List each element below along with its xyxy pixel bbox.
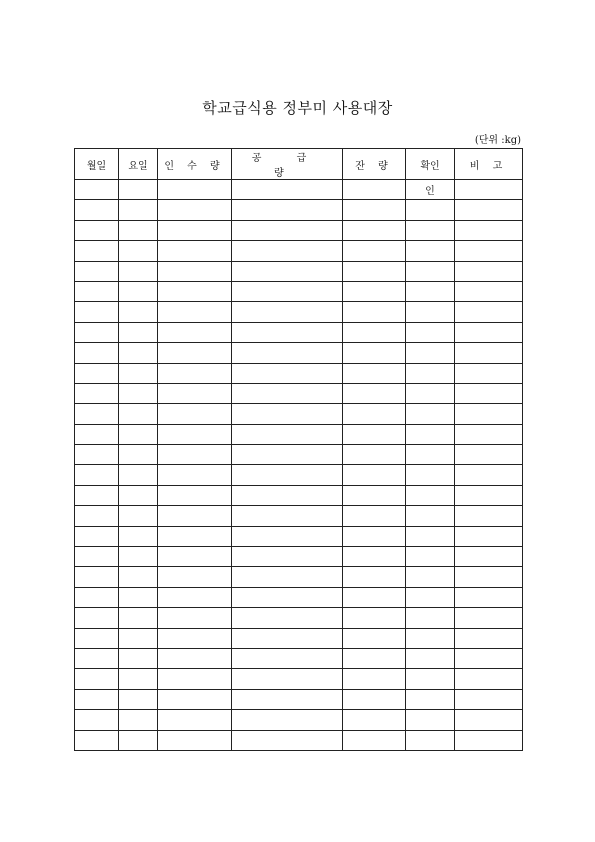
confirmation-cell[interactable]	[406, 383, 455, 403]
weekday-cell[interactable]	[119, 220, 158, 240]
received-cell[interactable]	[158, 465, 232, 485]
confirmation-cell[interactable]	[406, 322, 455, 342]
supplied-cell[interactable]	[232, 669, 343, 689]
weekday-cell[interactable]	[119, 424, 158, 444]
remaining-cell[interactable]	[343, 567, 406, 587]
remarks-cell[interactable]	[455, 567, 523, 587]
remaining-cell[interactable]	[343, 180, 406, 200]
remaining-cell[interactable]	[343, 628, 406, 648]
received-cell[interactable]	[158, 363, 232, 383]
confirmation-cell[interactable]	[406, 302, 455, 322]
table-row	[75, 485, 523, 505]
date-cell[interactable]	[75, 424, 119, 444]
remarks-cell[interactable]	[455, 587, 523, 607]
weekday-cell[interactable]	[119, 404, 158, 424]
supplied-cell[interactable]	[232, 485, 343, 505]
received-cell[interactable]	[158, 526, 232, 546]
supplied-cell[interactable]	[232, 302, 343, 322]
confirmation-cell[interactable]	[406, 424, 455, 444]
received-cell[interactable]	[158, 547, 232, 567]
date-cell[interactable]	[75, 485, 119, 505]
remarks-cell[interactable]	[455, 689, 523, 709]
received-cell[interactable]	[158, 485, 232, 505]
remaining-cell[interactable]	[343, 404, 406, 424]
weekday-cell[interactable]	[119, 180, 158, 200]
date-cell[interactable]	[75, 404, 119, 424]
date-cell[interactable]	[75, 180, 119, 200]
remaining-cell[interactable]	[343, 648, 406, 668]
received-cell[interactable]	[158, 302, 232, 322]
remaining-cell[interactable]	[343, 424, 406, 444]
supplied-cell[interactable]	[232, 363, 343, 383]
date-cell[interactable]	[75, 241, 119, 261]
remarks-cell[interactable]	[455, 322, 523, 342]
date-cell[interactable]	[75, 567, 119, 587]
date-cell[interactable]	[75, 506, 119, 526]
remaining-cell[interactable]	[343, 485, 406, 505]
weekday-cell[interactable]	[119, 281, 158, 301]
table-row	[75, 608, 523, 628]
weekday-cell[interactable]	[119, 343, 158, 363]
weekday-cell[interactable]	[119, 200, 158, 220]
remarks-cell[interactable]	[455, 669, 523, 689]
table-row	[75, 465, 523, 485]
table-row	[75, 281, 523, 301]
remarks-cell[interactable]	[455, 445, 523, 465]
confirmation-cell[interactable]	[406, 506, 455, 526]
header-remaining-amount: 잔 량	[343, 149, 406, 180]
remaining-cell[interactable]	[343, 220, 406, 240]
date-cell[interactable]	[75, 730, 119, 750]
remaining-cell[interactable]	[343, 506, 406, 526]
table-row	[75, 506, 523, 526]
table-row	[75, 648, 523, 668]
remarks-cell[interactable]	[455, 180, 523, 200]
supplied-cell[interactable]	[232, 383, 343, 403]
weekday-cell[interactable]	[119, 383, 158, 403]
confirmation-cell[interactable]	[406, 485, 455, 505]
supplied-cell[interactable]	[232, 526, 343, 546]
remarks-cell[interactable]	[455, 363, 523, 383]
confirmation-cell[interactable]	[406, 343, 455, 363]
remarks-cell[interactable]	[455, 608, 523, 628]
confirmation-cell[interactable]	[406, 689, 455, 709]
confirmation-cell[interactable]	[406, 220, 455, 240]
remaining-cell[interactable]	[343, 710, 406, 730]
confirmation-cell[interactable]	[406, 730, 455, 750]
supplied-cell[interactable]	[232, 404, 343, 424]
remarks-cell[interactable]	[455, 241, 523, 261]
received-cell[interactable]	[158, 648, 232, 668]
weekday-cell[interactable]	[119, 689, 158, 709]
weekday-cell[interactable]	[119, 587, 158, 607]
remaining-cell[interactable]	[343, 689, 406, 709]
date-cell[interactable]	[75, 587, 119, 607]
supplied-cell[interactable]	[232, 424, 343, 444]
remarks-cell[interactable]	[455, 220, 523, 240]
weekday-cell[interactable]	[119, 322, 158, 342]
confirmation-cell[interactable]	[406, 648, 455, 668]
confirmation-cell[interactable]	[406, 669, 455, 689]
ledger-body	[75, 180, 523, 751]
supplied-cell[interactable]	[232, 608, 343, 628]
unit-note: (단위 :kg)	[474, 135, 521, 146]
remarks-cell[interactable]	[455, 383, 523, 403]
supplied-cell[interactable]	[232, 200, 343, 220]
supplied-cell[interactable]	[232, 730, 343, 750]
date-cell[interactable]	[75, 322, 119, 342]
remaining-cell[interactable]	[343, 547, 406, 567]
table-row	[75, 669, 523, 689]
weekday-cell[interactable]	[119, 241, 158, 261]
remaining-cell[interactable]	[343, 587, 406, 607]
remaining-cell[interactable]	[343, 383, 406, 403]
received-cell[interactable]	[158, 261, 232, 281]
weekday-cell[interactable]	[119, 302, 158, 322]
remaining-cell[interactable]	[343, 200, 406, 220]
remaining-cell[interactable]	[343, 730, 406, 750]
received-cell[interactable]	[158, 689, 232, 709]
received-cell[interactable]	[158, 506, 232, 526]
received-cell[interactable]	[158, 628, 232, 648]
table-row	[75, 343, 523, 363]
supplied-cell[interactable]	[232, 261, 343, 281]
header-row	[75, 149, 523, 180]
date-cell[interactable]	[75, 445, 119, 465]
date-cell[interactable]	[75, 547, 119, 567]
table-row	[75, 200, 523, 220]
confirmation-cell[interactable]	[406, 200, 455, 220]
weekday-cell[interactable]	[119, 506, 158, 526]
received-cell[interactable]	[158, 322, 232, 342]
supplied-cell[interactable]	[232, 567, 343, 587]
weekday-cell[interactable]	[119, 608, 158, 628]
supplied-cell[interactable]	[232, 465, 343, 485]
remarks-cell[interactable]	[455, 343, 523, 363]
table-row	[75, 322, 523, 342]
remarks-cell[interactable]	[455, 200, 523, 220]
weekday-cell[interactable]	[119, 465, 158, 485]
supplied-cell[interactable]	[232, 241, 343, 261]
received-cell[interactable]	[158, 383, 232, 403]
confirmation-cell[interactable]	[406, 526, 455, 546]
table-row	[75, 220, 523, 240]
date-cell[interactable]	[75, 689, 119, 709]
header-supplied-amount: 공 급 량	[232, 149, 343, 180]
date-cell[interactable]	[75, 628, 119, 648]
remaining-cell[interactable]	[343, 343, 406, 363]
date-cell[interactable]	[75, 710, 119, 730]
confirmation-cell[interactable]	[406, 404, 455, 424]
table-row	[75, 567, 523, 587]
supplied-cell[interactable]	[232, 710, 343, 730]
remaining-cell[interactable]	[343, 261, 406, 281]
header-confirmation: 확인	[406, 149, 455, 180]
remarks-cell[interactable]	[455, 424, 523, 444]
remaining-cell[interactable]	[343, 322, 406, 342]
supplied-cell[interactable]	[232, 648, 343, 668]
table-row	[75, 383, 523, 403]
confirmation-cell[interactable]	[406, 567, 455, 587]
table-row	[75, 261, 523, 281]
header-received-amount: 인 수 량	[158, 149, 232, 180]
document-title: 학교급식용 정부미 사용대장	[202, 99, 393, 117]
supplied-cell[interactable]	[232, 547, 343, 567]
table-row	[75, 730, 523, 750]
received-cell[interactable]	[158, 608, 232, 628]
supplied-cell[interactable]	[232, 628, 343, 648]
remaining-cell[interactable]	[343, 241, 406, 261]
received-cell[interactable]	[158, 424, 232, 444]
date-cell[interactable]	[75, 363, 119, 383]
remarks-cell[interactable]	[455, 730, 523, 750]
received-cell[interactable]	[158, 200, 232, 220]
confirmation-cell[interactable]	[406, 710, 455, 730]
date-cell[interactable]	[75, 200, 119, 220]
received-cell[interactable]	[158, 343, 232, 363]
remaining-cell[interactable]	[343, 608, 406, 628]
supplied-cell[interactable]	[232, 506, 343, 526]
table-row	[75, 445, 523, 465]
received-cell[interactable]	[158, 445, 232, 465]
table-row	[75, 404, 523, 424]
remarks-cell[interactable]	[455, 404, 523, 424]
weekday-cell[interactable]	[119, 445, 158, 465]
received-cell[interactable]	[158, 669, 232, 689]
supplied-cell[interactable]	[232, 689, 343, 709]
table-row	[75, 302, 523, 322]
date-cell[interactable]	[75, 281, 119, 301]
received-cell[interactable]	[158, 404, 232, 424]
supplied-cell[interactable]	[232, 180, 343, 200]
remaining-cell[interactable]	[343, 669, 406, 689]
usage-ledger-table	[74, 148, 523, 751]
date-cell[interactable]	[75, 383, 119, 403]
supplied-cell[interactable]	[232, 322, 343, 342]
received-cell[interactable]	[158, 730, 232, 750]
confirmation-cell[interactable]	[406, 281, 455, 301]
confirmation-cell[interactable]	[406, 363, 455, 383]
date-cell[interactable]	[75, 343, 119, 363]
weekday-cell[interactable]	[119, 628, 158, 648]
weekday-cell[interactable]	[119, 710, 158, 730]
remaining-cell[interactable]	[343, 363, 406, 383]
remarks-cell[interactable]	[455, 628, 523, 648]
remaining-cell[interactable]	[343, 445, 406, 465]
supplied-cell[interactable]	[232, 343, 343, 363]
header-date: 월일	[75, 149, 119, 180]
received-cell[interactable]	[158, 587, 232, 607]
remaining-cell[interactable]	[343, 281, 406, 301]
table-row	[75, 363, 523, 383]
confirmation-cell[interactable]	[406, 587, 455, 607]
confirmation-cell[interactable]	[406, 608, 455, 628]
weekday-cell[interactable]	[119, 648, 158, 668]
table-row	[75, 628, 523, 648]
supplied-cell[interactable]	[232, 281, 343, 301]
remaining-cell[interactable]	[343, 526, 406, 546]
confirmation-cell[interactable]	[406, 261, 455, 281]
date-cell[interactable]	[75, 526, 119, 546]
confirmation-cell[interactable]	[406, 445, 455, 465]
table-row	[75, 710, 523, 730]
received-cell[interactable]	[158, 710, 232, 730]
remarks-cell[interactable]	[455, 526, 523, 546]
confirmation-cell[interactable]	[406, 465, 455, 485]
table-row	[75, 547, 523, 567]
confirmation-stamp-cell[interactable]: 인	[406, 180, 455, 200]
header-weekday: 요일	[119, 149, 158, 180]
remarks-cell[interactable]	[455, 485, 523, 505]
remarks-cell[interactable]	[455, 261, 523, 281]
table-row	[75, 241, 523, 261]
received-cell[interactable]	[158, 281, 232, 301]
weekday-cell[interactable]	[119, 547, 158, 567]
remarks-cell[interactable]	[455, 302, 523, 322]
supplied-cell[interactable]	[232, 445, 343, 465]
received-cell[interactable]	[158, 241, 232, 261]
weekday-cell[interactable]	[119, 261, 158, 281]
received-cell[interactable]	[158, 567, 232, 587]
weekday-cell[interactable]	[119, 669, 158, 689]
remarks-cell[interactable]	[455, 710, 523, 730]
date-cell[interactable]	[75, 302, 119, 322]
received-cell[interactable]	[158, 180, 232, 200]
table-row	[75, 587, 523, 607]
date-cell[interactable]	[75, 220, 119, 240]
weekday-cell[interactable]	[119, 485, 158, 505]
date-cell[interactable]	[75, 608, 119, 628]
remarks-cell[interactable]	[455, 506, 523, 526]
remarks-cell[interactable]	[455, 465, 523, 485]
confirmation-cell[interactable]	[406, 547, 455, 567]
table-row	[75, 424, 523, 444]
header-remarks: 비 고	[455, 149, 523, 180]
date-cell[interactable]	[75, 465, 119, 485]
remaining-cell[interactable]	[343, 302, 406, 322]
weekday-cell[interactable]	[119, 526, 158, 546]
date-cell[interactable]	[75, 261, 119, 281]
received-cell[interactable]	[158, 220, 232, 240]
weekday-cell[interactable]	[119, 363, 158, 383]
supplied-cell[interactable]	[232, 220, 343, 240]
confirmation-cell[interactable]	[406, 628, 455, 648]
table-row	[75, 689, 523, 709]
table-row	[75, 180, 523, 200]
weekday-cell[interactable]	[119, 567, 158, 587]
confirmation-cell[interactable]	[406, 241, 455, 261]
supplied-cell[interactable]	[232, 587, 343, 607]
weekday-cell[interactable]	[119, 730, 158, 750]
remarks-cell[interactable]	[455, 281, 523, 301]
date-cell[interactable]	[75, 648, 119, 668]
date-cell[interactable]	[75, 669, 119, 689]
table-row	[75, 526, 523, 546]
remarks-cell[interactable]	[455, 547, 523, 567]
remarks-cell[interactable]	[455, 648, 523, 668]
remaining-cell[interactable]	[343, 465, 406, 485]
